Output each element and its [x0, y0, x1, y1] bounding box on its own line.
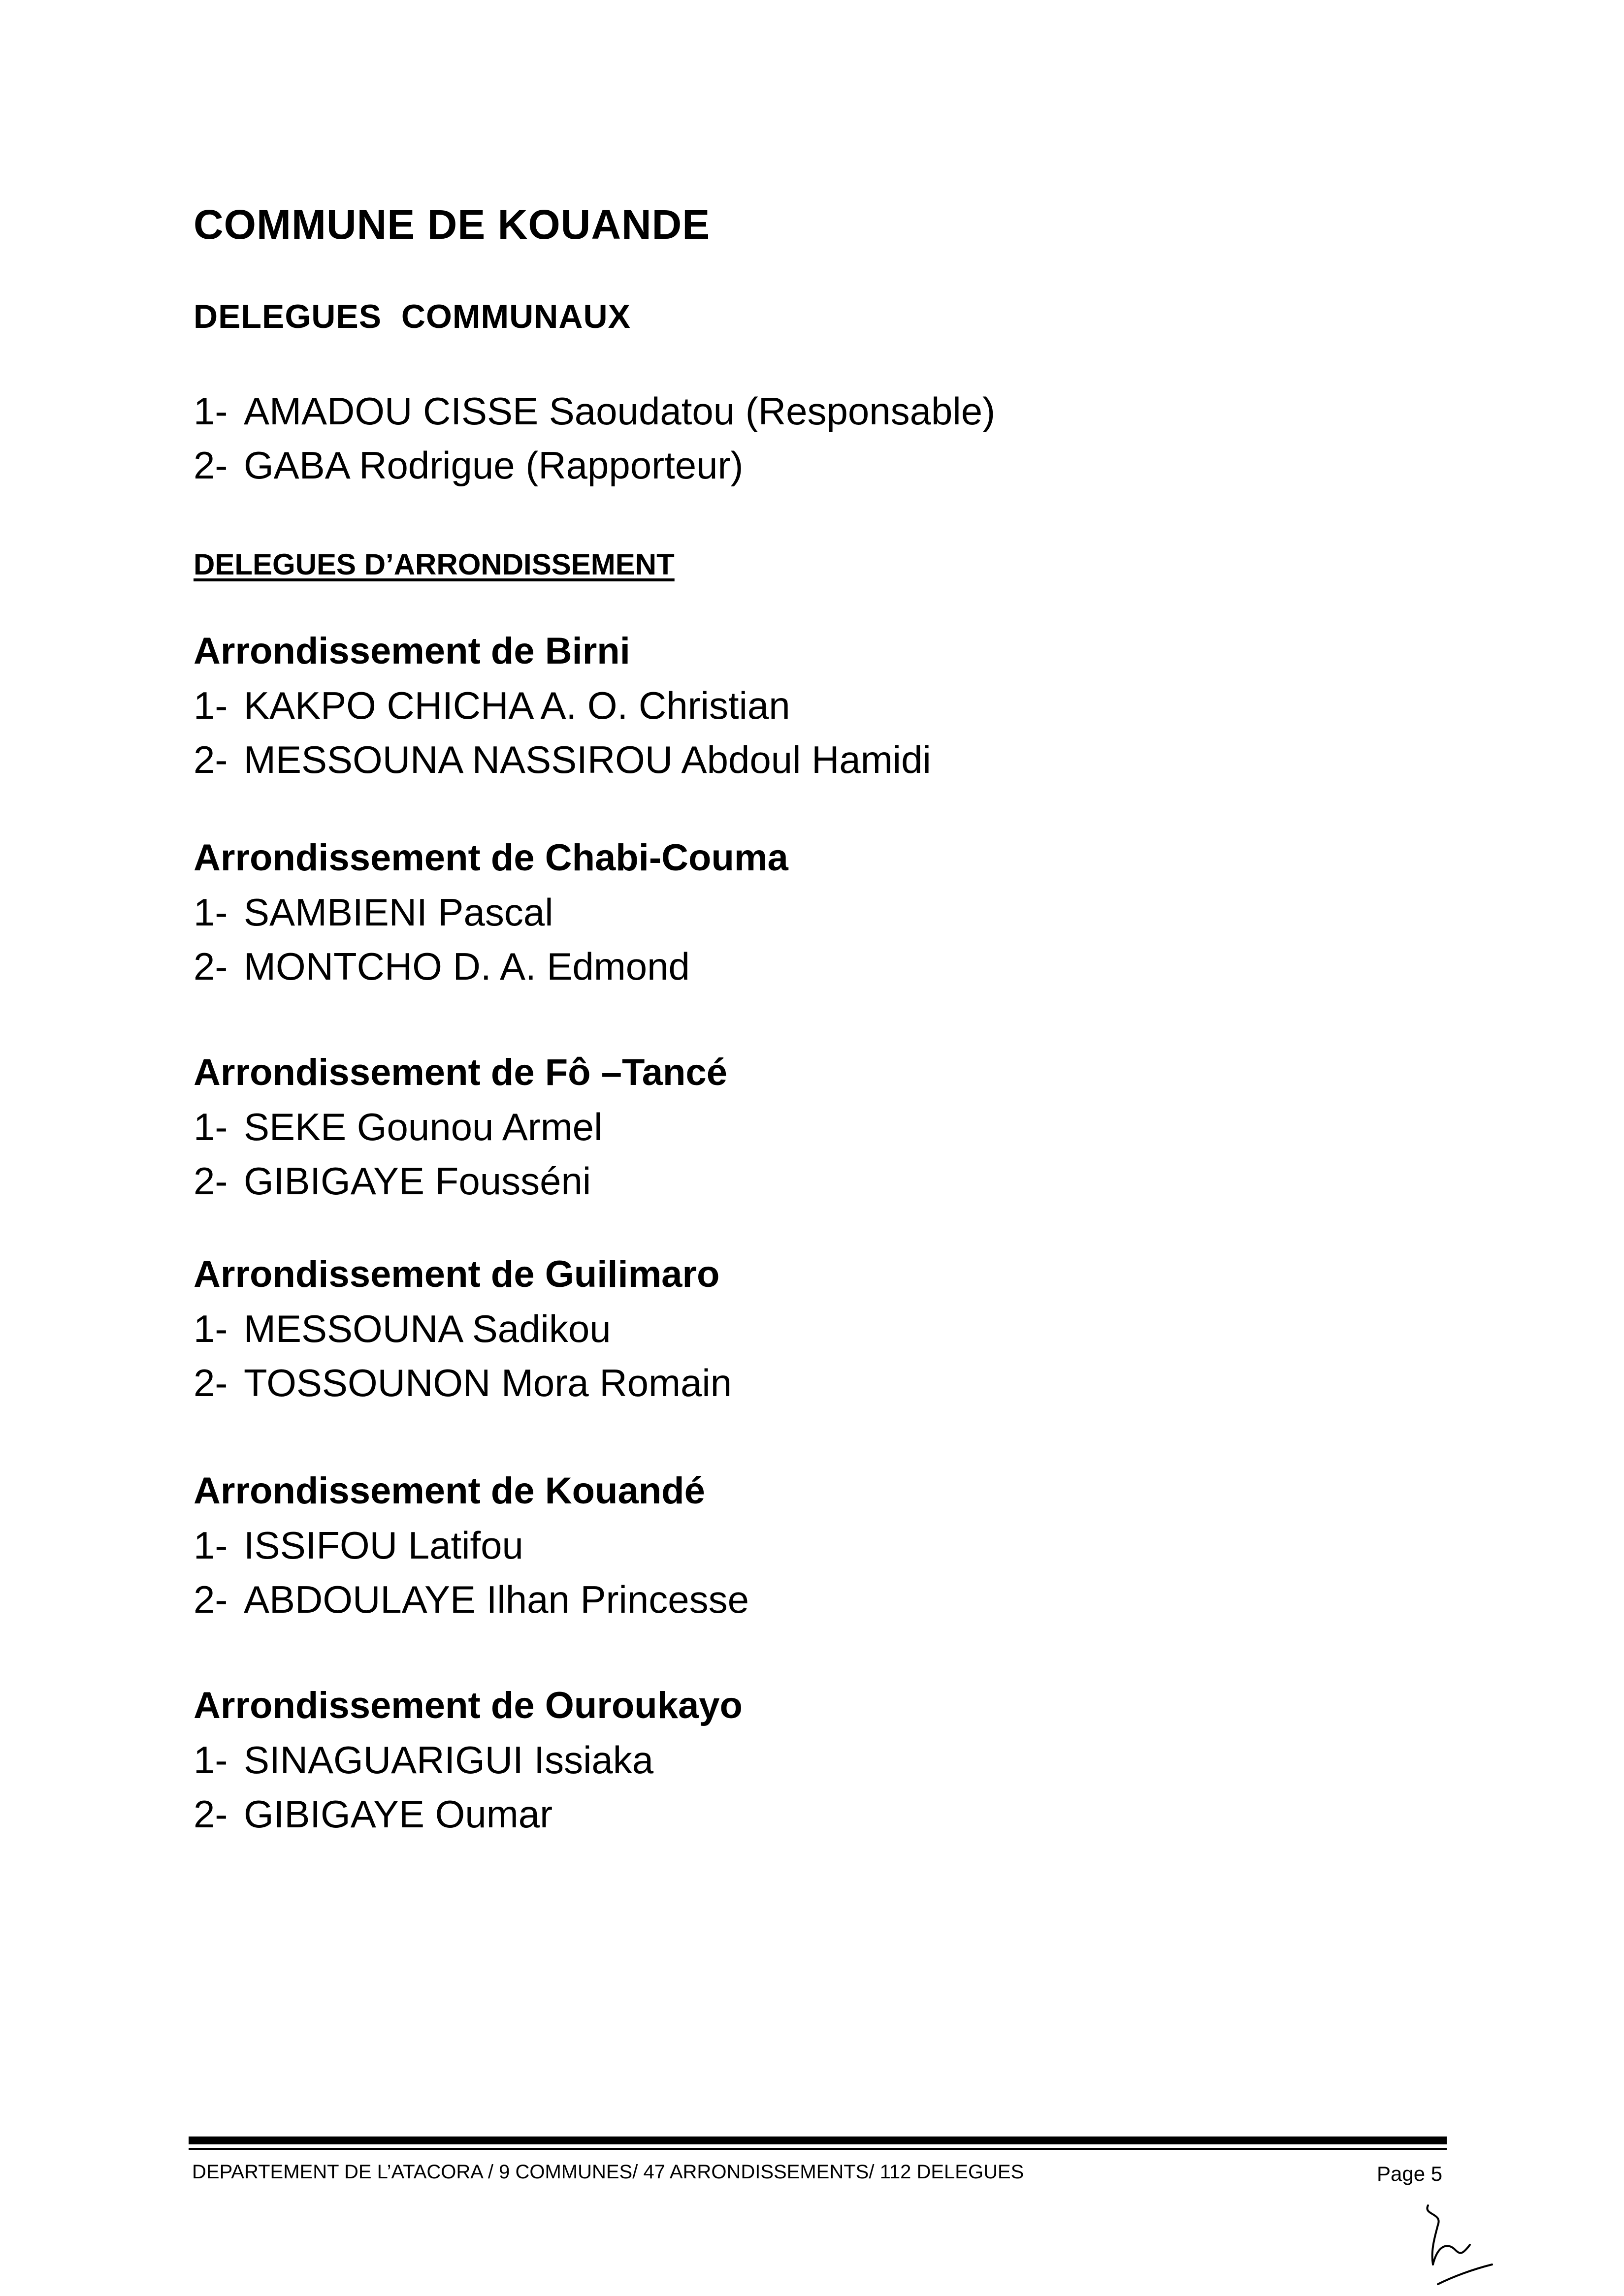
delegate-name: GIBIGAYE Fousséni — [244, 1159, 591, 1203]
delegate-name: TOSSOUNON Mora Romain — [244, 1361, 732, 1404]
list-item — [194, 1733, 743, 1787]
arrondissement-section — [194, 831, 788, 993]
item-number: 1- — [194, 891, 228, 934]
communal-delegates-heading: DELEGUES COMMUNAUX — [194, 298, 631, 335]
item-number: 1- — [194, 389, 228, 433]
arrondissement-section — [194, 1679, 743, 1841]
delegate-name: GIBIGAYE Oumar — [244, 1792, 553, 1836]
item-number: 2- — [194, 738, 228, 781]
item-number: 2- — [194, 1159, 228, 1203]
delegate-name: MONTCHO D. A. Edmond — [244, 945, 690, 988]
delegate-name: MESSOUNA NASSIROU Abdoul Hamidi — [244, 738, 931, 781]
footer-divider — [189, 2137, 1447, 2144]
arrondissement-section — [194, 624, 931, 787]
item-number: 2- — [194, 1792, 228, 1836]
list-item — [194, 438, 995, 492]
communal-delegates-list — [194, 384, 995, 492]
page-title: COMMUNE DE KOUANDE — [194, 201, 711, 248]
delegate-name: ISSIFOU Latifou — [244, 1524, 523, 1567]
item-number: 1- — [194, 1105, 228, 1148]
delegate-name: KAKPO CHICHA A. O. Christian — [244, 684, 790, 727]
list-item — [194, 939, 788, 993]
delegate-name: SINAGUARIGUI Issiaka — [244, 1738, 654, 1782]
arrondissement-section — [194, 1247, 732, 1410]
list-item — [194, 384, 995, 438]
item-number: 2- — [194, 1361, 228, 1404]
footer-divider-thin — [189, 2148, 1447, 2150]
list-item — [194, 1787, 743, 1841]
item-number: 2- — [194, 444, 228, 487]
delegate-name: SEKE Gounou Armel — [244, 1105, 603, 1148]
item-number: 1- — [194, 684, 228, 727]
handwritten-initials — [1408, 2196, 1497, 2289]
delegate-name: ABDOULAYE Ilhan Princesse — [244, 1578, 749, 1621]
list-item — [194, 733, 931, 787]
arrondissement-title: Arrondissement de Ouroukayo — [194, 1685, 743, 1726]
footer-text: DEPARTEMENT DE L’ATACORA / 9 COMMUNES/ 47 ARRONDISSEMENTS/ 112 DELEGUES — [192, 2161, 1024, 2183]
list-item — [194, 1572, 749, 1626]
item-number: 1- — [194, 1307, 228, 1350]
item-number: 2- — [194, 945, 228, 988]
list-item — [194, 1100, 727, 1154]
arrondissement-section — [194, 1046, 727, 1208]
list-item — [194, 1154, 727, 1208]
item-number: 1- — [194, 1738, 228, 1782]
arrondissement-delegates-heading: DELEGUES D’ARRONDISSEMENT — [194, 548, 675, 581]
page-number: Page 5 — [1377, 2162, 1443, 2185]
list-item — [194, 1302, 732, 1356]
list-item — [194, 678, 931, 733]
item-number: 1- — [194, 1524, 228, 1567]
arrondissement-title: Arrondissement de Birni — [194, 630, 630, 672]
arrondissement-section — [194, 1464, 749, 1626]
arrondissement-title: Arrondissement de Kouandé — [194, 1470, 705, 1512]
item-number: 2- — [194, 1578, 228, 1621]
delegate-name: GABA Rodrigue (Rapporteur) — [244, 444, 744, 487]
delegate-name: SAMBIENI Pascal — [244, 891, 553, 934]
arrondissement-title: Arrondissement de Guilimaro — [194, 1253, 720, 1295]
delegate-name: MESSOUNA Sadikou — [244, 1307, 611, 1350]
delegate-name: AMADOU CISSE Saoudatou (Responsable) — [244, 389, 996, 433]
list-item — [194, 1356, 732, 1410]
arrondissement-title: Arrondissement de Chabi-Couma — [194, 837, 788, 879]
arrondissement-title: Arrondissement de Fô –Tancé — [194, 1052, 727, 1093]
list-item — [194, 1518, 749, 1572]
list-item — [194, 885, 788, 939]
